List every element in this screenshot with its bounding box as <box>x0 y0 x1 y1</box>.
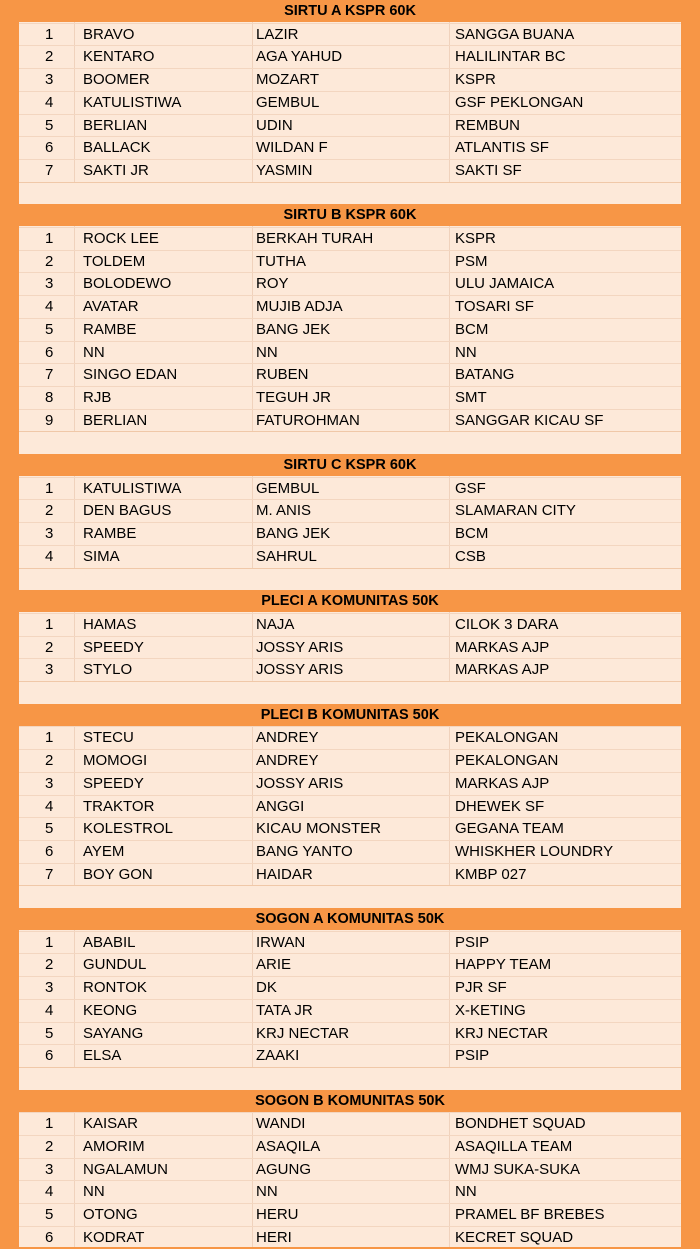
team-cell: KMBP 027 <box>455 865 527 883</box>
bird-name-cell: NN <box>83 1183 105 1201</box>
owner-cell: NN <box>256 1183 278 1201</box>
table-row <box>19 45 681 68</box>
owner-cell: KRJ NECTAR <box>256 1024 350 1042</box>
bird-name-cell: BERLIAN <box>83 411 148 429</box>
owner-cell: AGA YAHUD <box>256 48 343 66</box>
owner-cell: NAJA <box>256 615 295 633</box>
owner-cell: SAHRUL <box>256 547 317 565</box>
section-title: SIRTU B KSPR 60K <box>19 204 681 226</box>
owner-cell: JOSSY ARIS <box>256 638 344 656</box>
owner-cell: ANDREY <box>256 752 319 770</box>
owner-cell: BANG JEK <box>256 525 331 543</box>
owner-cell: JOSSY ARIS <box>256 661 344 679</box>
bird-name-cell: BRAVO <box>83 25 135 43</box>
bird-name-cell: SAYANG <box>83 1024 144 1042</box>
rank-cell: 6 <box>45 139 54 157</box>
spacer-row <box>19 885 681 908</box>
owner-cell: GEMBUL <box>256 479 320 497</box>
owner-cell: ASAQILA <box>256 1138 321 1155</box>
bird-name-cell: KATULISTIWA <box>83 479 182 497</box>
table-row <box>19 363 681 386</box>
owner-cell: TEGUH JR <box>256 388 331 406</box>
rank-cell: 3 <box>45 774 54 792</box>
bird-name-cell: ROCK LEE <box>83 230 159 247</box>
team-cell: ATLANTIS SF <box>455 139 549 157</box>
rank-cell: 6 <box>45 1228 54 1246</box>
table-row <box>19 658 681 681</box>
owner-cell: RUBEN <box>256 366 309 384</box>
table-row <box>19 545 681 568</box>
team-cell: KECRET SQUAD <box>455 1228 574 1246</box>
owner-cell: ZAAKI <box>256 1047 300 1065</box>
bird-name-cell: BALLACK <box>83 139 151 157</box>
team-cell: REMBUN <box>455 116 521 134</box>
bird-name-cell: SINGO EDAN <box>83 366 178 384</box>
bird-name-cell: SPEEDY <box>83 638 144 656</box>
rank-cell: 2 <box>45 502 54 520</box>
team-cell: SANGGAR KICAU SF <box>455 411 604 429</box>
rank-cell: 4 <box>45 93 54 111</box>
rank-cell: 1 <box>45 1115 54 1133</box>
team-cell: BATANG <box>455 366 515 384</box>
section-title: SIRTU C KSPR 60K <box>19 454 681 476</box>
team-cell: PSIP <box>455 933 490 951</box>
rank-cell: 2 <box>45 638 54 656</box>
owner-cell: KICAU MONSTER <box>256 820 382 838</box>
team-cell: MARKAS AJP <box>455 774 550 792</box>
team-cell: PSIP <box>455 1047 490 1065</box>
spacer-row <box>19 681 681 704</box>
rank-cell: 5 <box>45 820 54 838</box>
rank-cell: 2 <box>45 252 54 270</box>
team-cell: PEKALONGAN <box>455 752 559 770</box>
team-cell: CILOK 3 DARA <box>455 615 559 633</box>
spacer-row <box>19 568 681 591</box>
owner-cell: ANGGI <box>256 797 305 815</box>
bird-name-cell: AYEM <box>83 842 125 860</box>
table-row <box>19 499 681 522</box>
bird-name-cell: STYLO <box>83 661 133 679</box>
rank-cell: 2 <box>45 752 54 770</box>
table-row <box>19 976 681 999</box>
rank-cell: 4 <box>45 547 54 565</box>
owner-cell: LAZIR <box>256 25 299 43</box>
bird-name-cell: KOLESTROL <box>83 820 174 838</box>
team-cell: HALILINTAR BC <box>455 48 566 66</box>
rank-cell: 5 <box>45 1024 54 1042</box>
team-cell: KSPR <box>455 230 496 247</box>
bird-name-cell: KAISAR <box>83 1115 139 1133</box>
table-row <box>19 250 681 273</box>
rank-cell: 3 <box>45 661 54 679</box>
team-cell: SANGGA BUANA <box>455 25 575 43</box>
team-cell: SLAMARAN CITY <box>455 502 576 520</box>
rank-cell: 2 <box>45 1138 54 1155</box>
team-cell: SAKTI SF <box>455 161 522 179</box>
section-title: SIRTU A KSPR 60K <box>19 0 681 22</box>
rank-cell: 5 <box>45 320 54 338</box>
bird-name-cell: RJB <box>83 388 112 406</box>
table-row <box>19 772 681 795</box>
table-row <box>19 999 681 1022</box>
owner-cell: WILDAN F <box>256 139 328 157</box>
table-row <box>19 1158 681 1181</box>
rank-cell: 1 <box>45 729 54 747</box>
table-row <box>19 318 681 341</box>
owner-cell: ARIE <box>256 956 292 974</box>
bird-name-cell: NGALAMUN <box>83 1160 169 1178</box>
bird-name-cell: AMORIM <box>83 1138 145 1155</box>
rank-cell: 1 <box>45 25 54 43</box>
team-cell: KSPR <box>455 71 496 89</box>
rank-cell: 6 <box>45 842 54 860</box>
rank-cell: 1 <box>45 933 54 951</box>
team-cell: ULU JAMAICA <box>455 275 555 293</box>
table-row <box>19 1044 681 1067</box>
table-row <box>19 68 681 91</box>
team-cell: GSF <box>455 479 486 497</box>
owner-cell: IRWAN <box>256 933 306 951</box>
table-row <box>19 386 681 409</box>
table-row <box>19 795 681 818</box>
team-cell: DHEWEK SF <box>455 797 545 815</box>
team-cell: WHISKHER LOUNDRY <box>455 842 614 860</box>
bird-name-cell: KATULISTIWA <box>83 93 182 111</box>
bird-name-cell: SIMA <box>83 547 120 565</box>
bird-name-cell: BOLODEWO <box>83 275 172 293</box>
bird-name-cell: ABABIL <box>83 933 136 951</box>
owner-cell: GEMBUL <box>256 93 320 111</box>
team-cell: HAPPY TEAM <box>455 956 552 974</box>
bird-name-cell: HAMAS <box>83 615 137 633</box>
team-cell: WMJ SUKA-SUKA <box>455 1160 581 1178</box>
table-row <box>19 136 681 159</box>
team-cell: KRJ NECTAR <box>455 1024 549 1042</box>
table-row <box>19 91 681 114</box>
team-cell: BCM <box>455 525 489 543</box>
bird-name-cell: RAMBE <box>83 320 137 338</box>
owner-cell: MUJIB ADJA <box>256 298 343 316</box>
owner-cell: BANG JEK <box>256 320 331 338</box>
rank-cell: 2 <box>45 956 54 974</box>
rank-cell: 4 <box>45 298 54 316</box>
team-cell: ASAQILLA TEAM <box>455 1138 573 1155</box>
team-cell: SMT <box>455 388 487 406</box>
team-cell: MARKAS AJP <box>455 638 550 656</box>
table-row <box>19 613 681 636</box>
section-title: SOGON B KOMUNITAS 50K <box>19 1090 681 1112</box>
table-row <box>19 1180 681 1203</box>
bird-name-cell: SAKTI JR <box>83 161 149 179</box>
team-cell: X-KETING <box>455 1001 526 1019</box>
table-row <box>19 114 681 137</box>
table-row <box>19 522 681 545</box>
owner-cell: BERKAH TURAH <box>256 230 374 247</box>
owner-cell: YASMIN <box>256 161 313 179</box>
bird-name-cell: NN <box>83 343 105 361</box>
rank-cell: 7 <box>45 865 54 883</box>
bird-name-cell: DEN BAGUS <box>83 502 172 520</box>
table-row <box>19 409 681 432</box>
spacer-row <box>19 431 681 454</box>
bird-name-cell: AVATAR <box>83 298 139 316</box>
owner-cell: WANDI <box>256 1115 306 1133</box>
bird-name-cell: KEONG <box>83 1001 138 1019</box>
owner-cell: MOZART <box>256 71 320 89</box>
table-row <box>19 341 681 364</box>
owner-cell: TUTHA <box>256 252 306 270</box>
table-row <box>19 953 681 976</box>
bird-name-cell: TOLDEM <box>83 252 146 270</box>
table-row <box>19 726 681 749</box>
owner-cell: ROY <box>256 275 289 293</box>
rank-cell: 4 <box>45 1183 54 1201</box>
table-row <box>19 863 681 886</box>
rank-cell: 6 <box>45 343 54 361</box>
rank-cell: 3 <box>45 1160 54 1178</box>
table-row <box>19 1203 681 1226</box>
owner-cell: UDIN <box>256 116 293 134</box>
rank-cell: 5 <box>45 1206 54 1224</box>
team-cell: TOSARI SF <box>455 298 534 316</box>
rank-cell: 3 <box>45 71 54 89</box>
owner-cell: JOSSY ARIS <box>256 774 344 792</box>
rank-cell: 1 <box>45 479 54 497</box>
table-row <box>19 1022 681 1045</box>
rank-cell: 7 <box>45 161 54 179</box>
bird-name-cell: RAMBE <box>83 525 137 543</box>
table-row <box>19 840 681 863</box>
rank-cell: 1 <box>45 230 54 247</box>
rank-cell: 3 <box>45 525 54 543</box>
table-row <box>19 1135 681 1158</box>
rank-cell: 3 <box>45 275 54 293</box>
rank-cell: 6 <box>45 1047 54 1065</box>
team-cell: BONDHET SQUAD <box>455 1115 586 1133</box>
bird-name-cell: ELSA <box>83 1047 122 1065</box>
table-row <box>19 1112 681 1135</box>
owner-cell: TATA JR <box>256 1001 313 1019</box>
team-cell: GEGANA TEAM <box>455 820 564 838</box>
owner-cell: M. ANIS <box>256 502 312 520</box>
table-row <box>19 636 681 659</box>
bird-name-cell: BOY GON <box>83 865 153 883</box>
bird-name-cell: GUNDUL <box>83 956 147 974</box>
bird-name-cell: KODRAT <box>83 1228 145 1246</box>
owner-cell: FATUROHMAN <box>256 411 360 429</box>
rank-cell: 7 <box>45 366 54 384</box>
table-row <box>19 477 681 500</box>
table-row <box>19 227 681 250</box>
team-cell: NN <box>455 343 477 361</box>
table-row <box>19 817 681 840</box>
table-row <box>19 23 681 46</box>
rank-cell: 9 <box>45 411 54 429</box>
spacer-row <box>19 182 681 205</box>
bird-name-cell: STECU <box>83 729 134 747</box>
bird-name-cell: SPEEDY <box>83 774 144 792</box>
owner-cell: HERU <box>256 1206 299 1224</box>
rank-cell: 3 <box>45 979 54 997</box>
table-row <box>19 272 681 295</box>
team-cell: PJR SF <box>455 979 507 997</box>
bird-name-cell: OTONG <box>83 1206 138 1224</box>
owner-cell: ANDREY <box>256 729 319 747</box>
table-row <box>19 295 681 318</box>
rank-cell: 1 <box>45 615 54 633</box>
table-row <box>19 159 681 182</box>
owner-cell: BANG YANTO <box>256 842 353 860</box>
spacer-row <box>19 1067 681 1090</box>
bird-name-cell: TRAKTOR <box>83 797 155 815</box>
bird-name-cell: KENTARO <box>83 48 155 66</box>
bird-name-cell: RONTOK <box>83 979 147 997</box>
table-row <box>19 749 681 772</box>
table-row <box>19 931 681 954</box>
results-sheet <box>19 0 681 1247</box>
team-cell: PRAMEL BF BREBES <box>455 1206 605 1224</box>
team-cell: PSM <box>455 252 488 270</box>
owner-cell: AGUNG <box>256 1160 312 1178</box>
team-cell: CSB <box>455 547 486 565</box>
team-cell: PEKALONGAN <box>455 729 559 747</box>
team-cell: MARKAS AJP <box>455 661 550 679</box>
team-cell: BCM <box>455 320 489 338</box>
team-cell: GSF PEKLONGAN <box>455 93 584 111</box>
owner-cell: NN <box>256 343 278 361</box>
rank-cell: 4 <box>45 1001 54 1019</box>
section-title: PLECI A KOMUNITAS 50K <box>19 590 681 612</box>
rank-cell: 8 <box>45 388 54 406</box>
rank-cell: 2 <box>45 48 54 66</box>
bird-name-cell: MOMOGI <box>83 752 148 770</box>
owner-cell: HERI <box>256 1228 292 1246</box>
bird-name-cell: BERLIAN <box>83 116 148 134</box>
table-row <box>19 1226 681 1249</box>
rank-cell: 5 <box>45 116 54 134</box>
owner-cell: HAIDAR <box>256 865 313 883</box>
section-title: SOGON A KOMUNITAS 50K <box>19 908 681 930</box>
bird-name-cell: BOOMER <box>83 71 150 89</box>
rank-cell: 4 <box>45 797 54 815</box>
owner-cell: DK <box>256 979 277 997</box>
section-title: PLECI B KOMUNITAS 50K <box>19 704 681 726</box>
team-cell: NN <box>455 1183 477 1201</box>
